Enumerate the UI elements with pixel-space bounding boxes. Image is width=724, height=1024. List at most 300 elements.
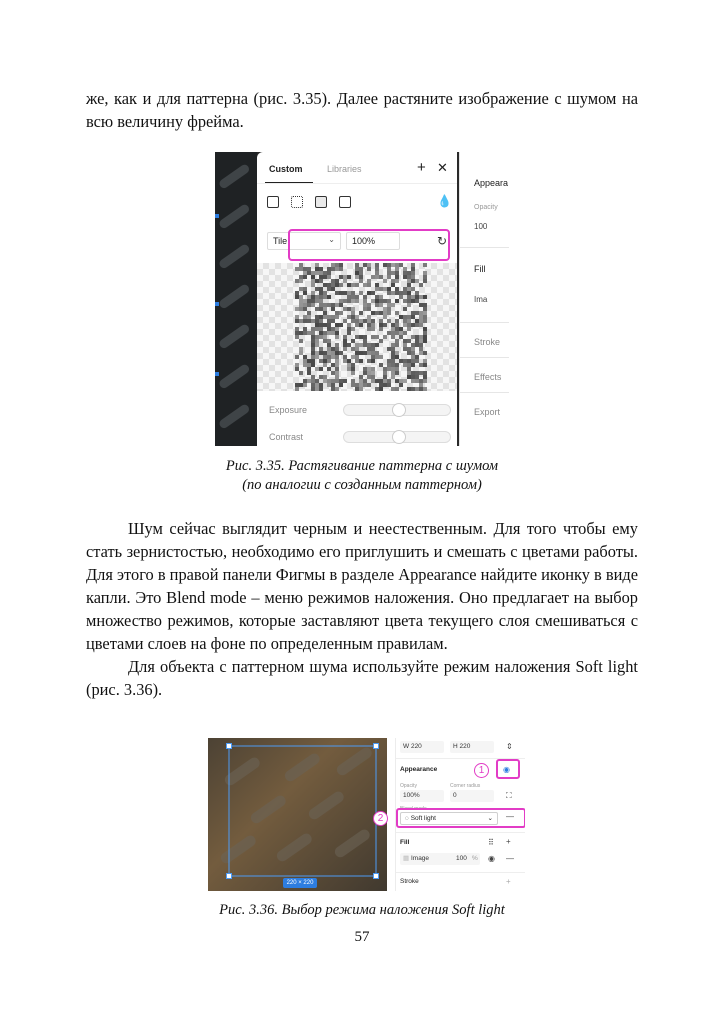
add-stroke-icon[interactable]: + [506,877,511,886]
noise-cell [371,291,375,295]
noise-cell [295,367,299,371]
noise-cell [391,367,395,371]
noise-cell [303,363,307,367]
noise-cell [415,335,419,339]
noise-cell [367,315,371,319]
noise-cell [311,347,315,351]
noise-cell [351,339,355,343]
noise-cell [391,355,395,359]
noise-cell [363,263,367,267]
noise-cell [359,379,363,383]
noise-cell [371,375,375,379]
gradient-fill-type-icon[interactable] [291,196,303,208]
constrain-proportions-icon[interactable]: ⇕ [506,742,513,751]
noise-cell [419,295,423,299]
fill-opacity-value: 100 [456,855,467,862]
noise-cell [359,279,363,283]
noise-cell [395,367,399,371]
noise-cell [355,263,359,267]
add-fill-icon[interactable]: + [506,837,511,846]
noise-cell [331,283,335,287]
noise-cell [327,295,331,299]
noise-cell [347,299,351,303]
noise-cell [295,319,299,323]
noise-cell [419,371,423,375]
noise-cell [355,283,359,287]
noise-cell [379,303,383,307]
noise-cell [335,347,339,351]
noise-cell [299,347,303,351]
noise-cell [383,263,387,267]
fill-image-label[interactable]: Ima [474,295,488,304]
noise-cell [375,351,379,355]
right-properties-panel [459,152,509,446]
remove-blend-icon[interactable]: — [506,812,514,821]
solid-fill-type-icon[interactable] [267,196,279,208]
width-input[interactable] [400,741,444,753]
noise-cell [375,303,379,307]
noise-cell [415,319,419,323]
noise-cell [411,359,415,363]
noise-cell [411,371,415,375]
noise-pattern-preview [257,263,457,391]
noise-cell [335,315,339,319]
noise-cell [335,367,339,371]
noise-cell [407,271,411,275]
noise-cell [419,363,423,367]
noise-cell [323,275,327,279]
noise-cell [319,299,323,303]
paragraph-blend-mode-text: Шум сейчас выглядит черным и неестественным. Для того чтобы ему стать зернистостью, необходимо его приглушить и смешать с цветами работы. Для этого в правой панели Фигмы в разделе Appearance найдите иконку в виде капли. Это Blend mode – меню режимов наложения. Оно предлагает на выбор множество режимов, которые заставляют цвета текущего слоя смешиваться с цветами слоев на фоне по определенным правилам. [86,519,638,653]
noise-cell [343,359,347,363]
noise-cell [299,279,303,283]
noise-cell [299,383,303,387]
noise-cell [411,343,415,347]
noise-cell [319,387,323,391]
noise-cell [355,271,359,275]
contrast-slider-knob[interactable] [392,430,406,444]
noise-cell [375,295,379,299]
noise-cell [383,323,387,327]
noise-cell [307,379,311,383]
noise-cell [355,299,359,303]
noise-cell [323,307,327,311]
noise-cell [311,351,315,355]
callout-2: 2 [373,811,388,826]
noise-cell [315,367,319,371]
noise-cell [367,359,371,363]
noise-cell [371,299,375,303]
appearance-heading: Appearance [400,766,438,773]
noise-cell [375,343,379,347]
noise-cell [419,387,423,391]
opacity-value: 100% [403,792,420,799]
noise-cell [359,271,363,275]
noise-cell [351,299,355,303]
noise-cell [379,363,383,367]
noise-cell [355,295,359,299]
noise-cell [327,351,331,355]
noise-cell [323,375,327,379]
noise-cell [339,311,343,315]
noise-cell [307,267,311,271]
noise-cell [387,347,391,351]
noise-cell [299,319,303,323]
noise-cell [323,291,327,295]
noise-cell [347,291,351,295]
noise-cell [403,323,407,327]
noise-cell [419,339,423,343]
noise-cell [307,319,311,323]
blend-mode-drop-icon[interactable]: ◉ [503,765,510,774]
noise-cell [423,275,427,279]
noise-cell [367,319,371,323]
noise-cell [403,339,407,343]
noise-cell [419,347,423,351]
opacity-value[interactable]: 100 [474,222,488,231]
noise-cell [343,279,347,283]
noise-cell [311,339,315,343]
noise-cell [351,291,355,295]
noise-cell [367,367,371,371]
noise-cell [371,347,375,351]
remove-fill-icon[interactable]: — [506,854,514,863]
design-properties-panel [395,738,525,891]
noise-cell [319,319,323,323]
noise-cell [411,275,415,279]
noise-cell [295,363,299,367]
noise-cell [307,299,311,303]
noise-cell [347,367,351,371]
noise-cell [419,303,423,307]
noise-cell [303,379,307,383]
noise-cell [339,263,343,267]
contrast-slider[interactable] [343,431,451,443]
fill-row[interactable] [400,853,480,865]
noise-cell [311,331,315,335]
noise-cell [407,323,411,327]
noise-cell [367,375,371,379]
video-fill-type-icon[interactable] [339,196,351,208]
noise-cell [383,383,387,387]
noise-cell [335,291,339,295]
noise-cell [411,311,415,315]
noise-cell [395,291,399,295]
noise-cell [419,315,423,319]
noise-cell [371,327,375,331]
blend-mode-label: Blend mode [400,806,427,812]
noise-cell [335,351,339,355]
noise-cell [367,283,371,287]
highlight-frame-tile [288,229,450,261]
noise-cell [335,331,339,335]
noise-cell [383,315,387,319]
noise-cell [327,331,331,335]
noise-cell [319,279,323,283]
opacity-input[interactable] [400,790,444,802]
add-icon[interactable]: + [417,159,426,176]
noise-cell [347,359,351,363]
noise-cell [375,299,379,303]
noise-cell [323,271,327,275]
noise-cell [403,363,407,367]
noise-cell [411,375,415,379]
noise-cell [415,339,419,343]
noise-cell [375,287,379,291]
expand-corners-icon[interactable]: ⛶ [506,791,512,800]
noise-cell [371,275,375,279]
noise-cell [403,315,407,319]
noise-cell [395,355,399,359]
corner-radius-input[interactable] [450,790,494,802]
noise-cell [331,267,335,271]
noise-cell [299,307,303,311]
noise-cell [407,339,411,343]
noise-cell [423,327,427,331]
noise-cell [375,267,379,271]
noise-cell [303,315,307,319]
width-value: 220 [410,743,422,750]
noise-cell [375,335,379,339]
noise-cell [391,347,395,351]
noise-cell [423,375,427,379]
noise-cell [371,311,375,315]
stroke-heading[interactable]: Stroke [474,337,501,347]
noise-cell [323,363,327,367]
noise-cell [379,355,383,359]
corner-radius-value: 0 [453,792,457,799]
noise-cell [315,383,319,387]
noise-cell [323,311,327,315]
width-label: W [403,743,410,750]
noise-cell [319,303,323,307]
exposure-slider-knob[interactable] [392,403,406,417]
noise-cell [423,379,427,383]
noise-cell [355,387,359,391]
noise-cell [335,335,339,339]
noise-cell [319,347,323,351]
noise-cell [363,343,367,347]
scale-value: 100% [352,236,376,246]
noise-cell [311,343,315,347]
noise-cell [295,355,299,359]
noise-cell [407,347,411,351]
noise-cell [379,311,383,315]
noise-cell [323,379,327,383]
appearance-heading: Appeara [474,178,509,188]
noise-cell [319,291,323,295]
noise-cell [367,383,371,387]
noise-cell [315,319,319,323]
close-icon[interactable]: ✕ [437,160,448,175]
callout-1: 1 [474,763,489,778]
noise-cell [367,343,371,347]
noise-cell [391,359,395,363]
paragraph-top [86,87,638,133]
noise-cell [363,371,367,375]
noise-cell [379,275,383,279]
tab-libraries[interactable]: Libraries [327,164,362,174]
noise-cell [371,319,375,323]
noise-cell [319,335,323,339]
noise-cell [347,275,351,279]
noise-cell [295,291,299,295]
noise-cell [343,299,347,303]
noise-cell [315,263,319,267]
noise-cell [359,375,363,379]
blend-drop-icon[interactable]: 💧 [437,194,452,208]
noise-cell [315,287,319,291]
noise-cell [351,367,355,371]
noise-cell [327,319,331,323]
paragraph-top-text: же, как и для паттерна (рис. 3.35). Далее растяните изображение с шумом на всю величину фрейма. [86,89,638,131]
noise-cell [423,371,427,375]
noise-cell [355,275,359,279]
noise-cell [383,335,387,339]
opacity-label: Opacity [400,783,417,789]
noise-cell [363,299,367,303]
noise-cell [415,279,419,283]
noise-cell [295,307,299,311]
noise-cell [415,343,419,347]
noise-cell [315,323,319,327]
noise-cell [343,339,347,343]
noise-cell [303,319,307,323]
noise-cell [311,279,315,283]
noise-cell [407,275,411,279]
noise-cell [407,315,411,319]
noise-cell [395,287,399,291]
noise-cell [323,315,327,319]
noise-cell [323,335,327,339]
fill-heading: Fill [400,839,410,846]
noise-cell [355,355,359,359]
noise-cell [311,375,315,379]
noise-cell [295,331,299,335]
noise-cell [395,339,399,343]
noise-cell [355,351,359,355]
noise-cell [339,299,343,303]
noise-cell [423,387,427,391]
noise-cell [399,383,403,387]
noise-cell [367,323,371,327]
noise-cell [391,343,395,347]
noise-cell [403,319,407,323]
noise-cell [371,355,375,359]
image-fill-type-icon[interactable] [315,196,327,208]
canvas-noise-area [215,152,257,446]
noise-cell [327,275,331,279]
noise-cell [315,271,319,275]
noise-cell [339,383,343,387]
noise-cell [335,303,339,307]
noise-cell [323,359,327,363]
exposure-slider[interactable] [343,404,451,416]
noise-cell [315,387,319,391]
noise-cell [371,351,375,355]
export-heading[interactable]: Export [474,407,501,417]
styles-grid-icon[interactable]: ⠿ [488,838,494,847]
noise-cell [351,371,355,375]
noise-cell [387,307,391,311]
noise-cell [403,343,407,347]
noise-cell [327,383,331,387]
noise-cell [387,287,391,291]
figure-3-36 [208,738,525,891]
noise-cell [391,271,395,275]
height-input[interactable] [450,741,494,753]
noise-cell [375,283,379,287]
noise-cell [327,347,331,351]
noise-cell [311,355,315,359]
noise-cell [403,347,407,351]
noise-cell [319,383,323,387]
highlight-drop-icon [496,759,520,779]
noise-cell [339,379,343,383]
noise-cell [319,375,323,379]
noise-cell [367,371,371,375]
percent-sign: % [472,855,478,862]
blend-mode-value: Soft light [410,815,436,822]
noise-cell [363,367,367,371]
tab-custom[interactable]: Custom [269,164,303,174]
noise-cell [307,303,311,307]
noise-cell [363,319,367,323]
noise-cell [411,271,415,275]
noise-cell [379,327,383,331]
noise-cell [379,287,383,291]
noise-cell [303,271,307,275]
noise-cell [423,295,427,299]
noise-cell [319,287,323,291]
noise-cell [303,331,307,335]
noise-cell [423,311,427,315]
noise-cell [307,311,311,315]
noise-cell [295,279,299,283]
noise-cell [423,263,427,267]
noise-cell [391,387,395,391]
noise-cell [395,379,399,383]
noise-cell [407,371,411,375]
noise-cell [355,343,359,347]
noise-cell [311,387,315,391]
noise-cell [387,331,391,335]
noise-cell [311,359,315,363]
noise-cell [331,307,335,311]
noise-cell [351,379,355,383]
noise-cell [339,291,343,295]
noise-cell [335,375,339,379]
noise-cell [423,339,427,343]
noise-cell [319,327,323,331]
rotate-icon[interactable]: ↻ [437,234,448,248]
noise-cell [391,351,395,355]
noise-cell [323,323,327,327]
panel-divider [459,357,509,358]
noise-cell [311,275,315,279]
noise-cell [343,335,347,339]
effects-heading[interactable]: Effects [474,372,502,382]
noise-cell [331,379,335,383]
noise-cell [323,339,327,343]
eye-icon[interactable]: ◉ [488,854,495,863]
noise-cell [303,299,307,303]
figure-3-36-caption: Рис. 3.36. Выбор режима наложения Soft light [219,902,505,918]
noise-cell [391,375,395,379]
noise-cell [407,363,411,367]
noise-cell [327,367,331,371]
noise-cell [347,283,351,287]
